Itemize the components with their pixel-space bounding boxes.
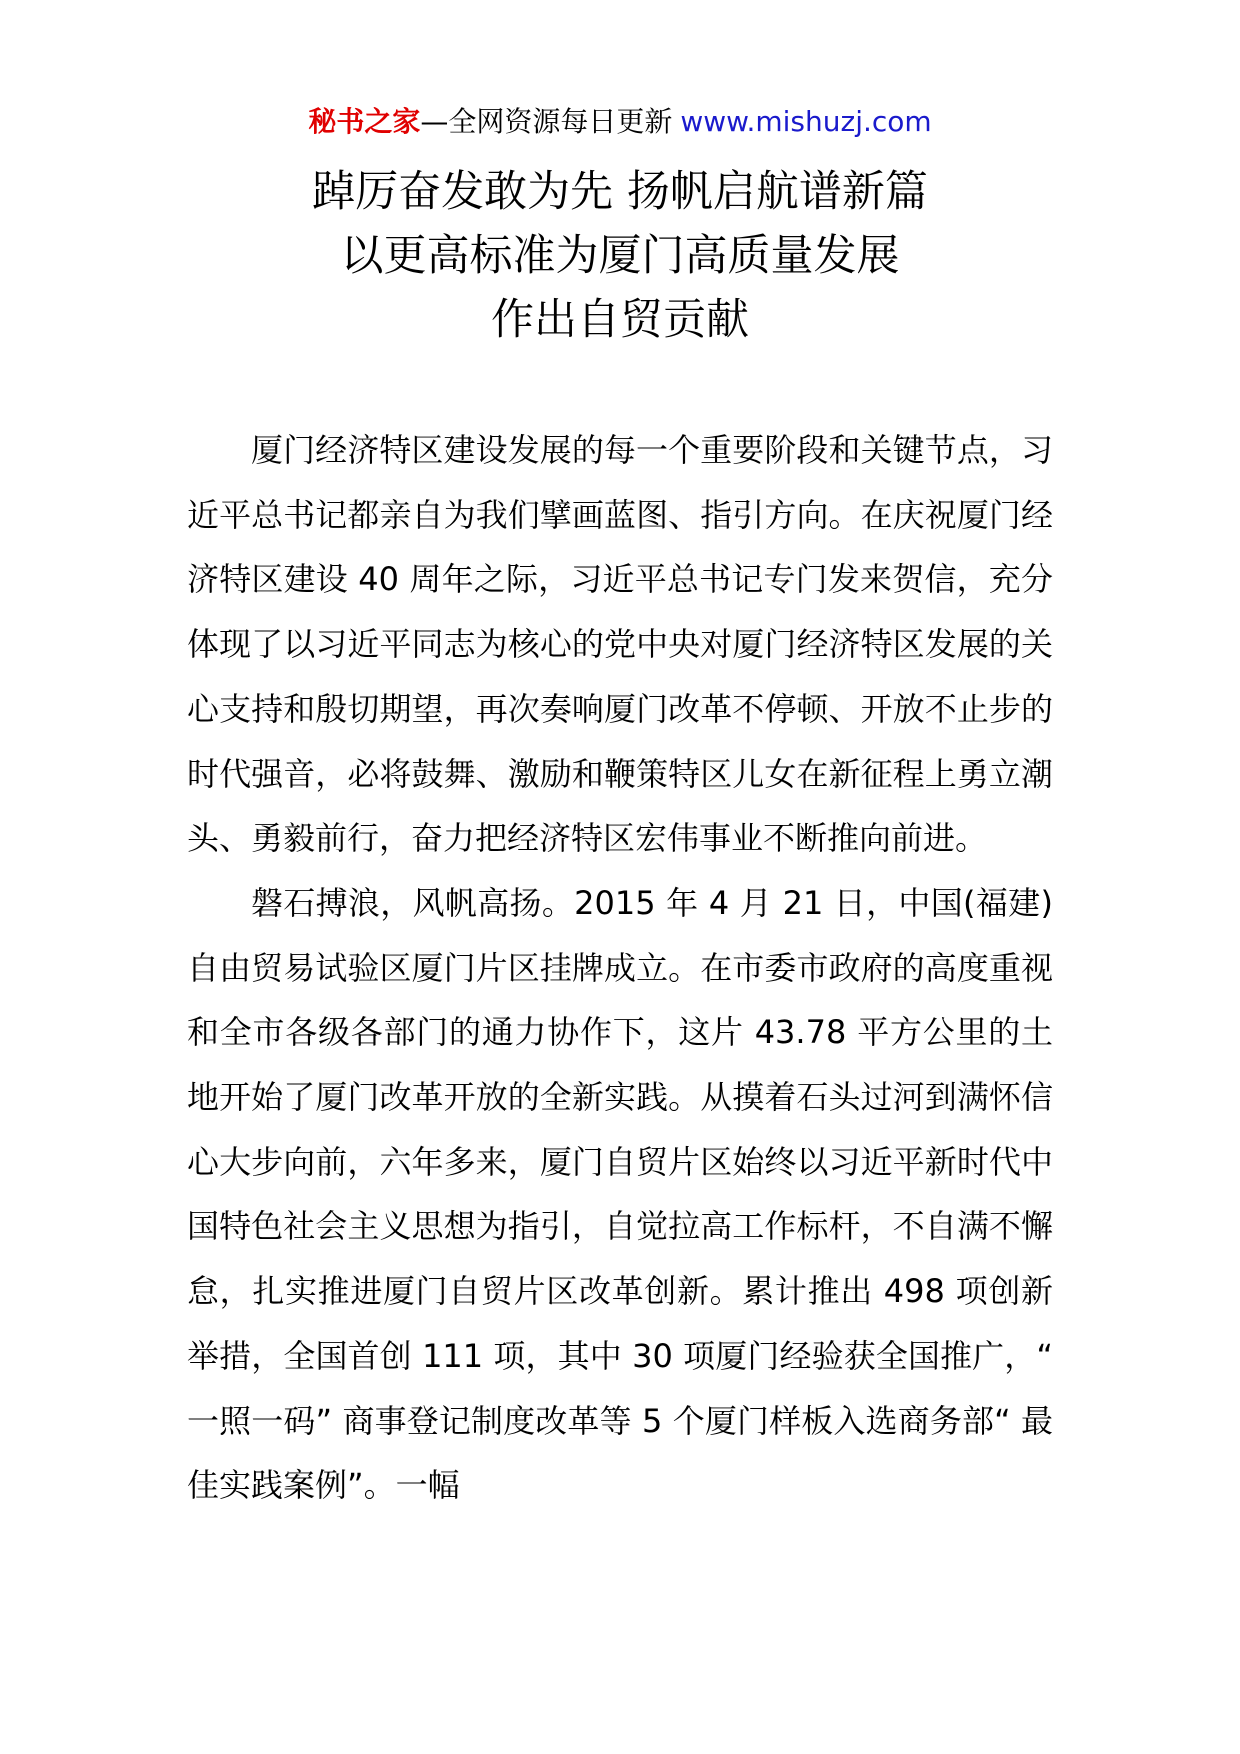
title-line-3: 作出自贸贡献 bbox=[491, 295, 749, 345]
site-url-link[interactable]: www.mishuzj.com bbox=[680, 105, 932, 138]
document-body bbox=[187, 418, 1053, 1518]
brand-name: 秘书之家 bbox=[308, 105, 421, 138]
header-slogan: —全网资源每日更新 bbox=[420, 105, 673, 138]
title-line-2: 以更高标准为厦门高质量发展 bbox=[340, 231, 900, 281]
title-line-1: 踔厉奋发敢为先 扬帆启航谱新篇 bbox=[312, 167, 928, 217]
document-title bbox=[0, 160, 1240, 352]
site-header bbox=[0, 102, 1240, 142]
body-paragraph-2: 磐石搏浪，风帆高扬。2015 年 4 月 21 日，中国(福建)自由贸易试验区厦门片区挂牌成立。在市委市政府的高度重视和全市各级各部门的通力协作下，这片 43.78 平方公里的土地开始了厦门改革开放的全新实践。从摸着石头过河到满怀信心大步向前，六年多来，厦门自贸片区始终以习近平新时代中国特色社会主义思想为指引，自觉拉高工作标杆，不自满不懈怠，扎实推进厦门自贸片区改革创新。累计推出 498 项创新举措，全国首创 111 项，其中 30 项厦门经验获全国推广，“ 一照一码” 商事登记制度改革等 5 个厦门样板入选商务部“ 最佳实践案例”。一幅 bbox=[187, 883, 1053, 1505]
body-paragraph-1: 厦门经济特区建设发展的每一个重要阶段和关键节点，习近平总书记都亲自为我们擘画蓝图、指引方向。在庆祝厦门经济特区建设 40 周年之际，习近平总书记专门发来贺信，充分体现了以习近平同志为核心的党中央对厦门经济特区发展的关心支持和殷切期望，再次奏响厦门改革不停顿、开放不止步的时代强音，必将鼓舞、激励和鞭策特区儿女在新征程上勇立潮头、勇毅前行，奋力把经济特区宏伟事业不断推向前进。 bbox=[187, 431, 1053, 858]
